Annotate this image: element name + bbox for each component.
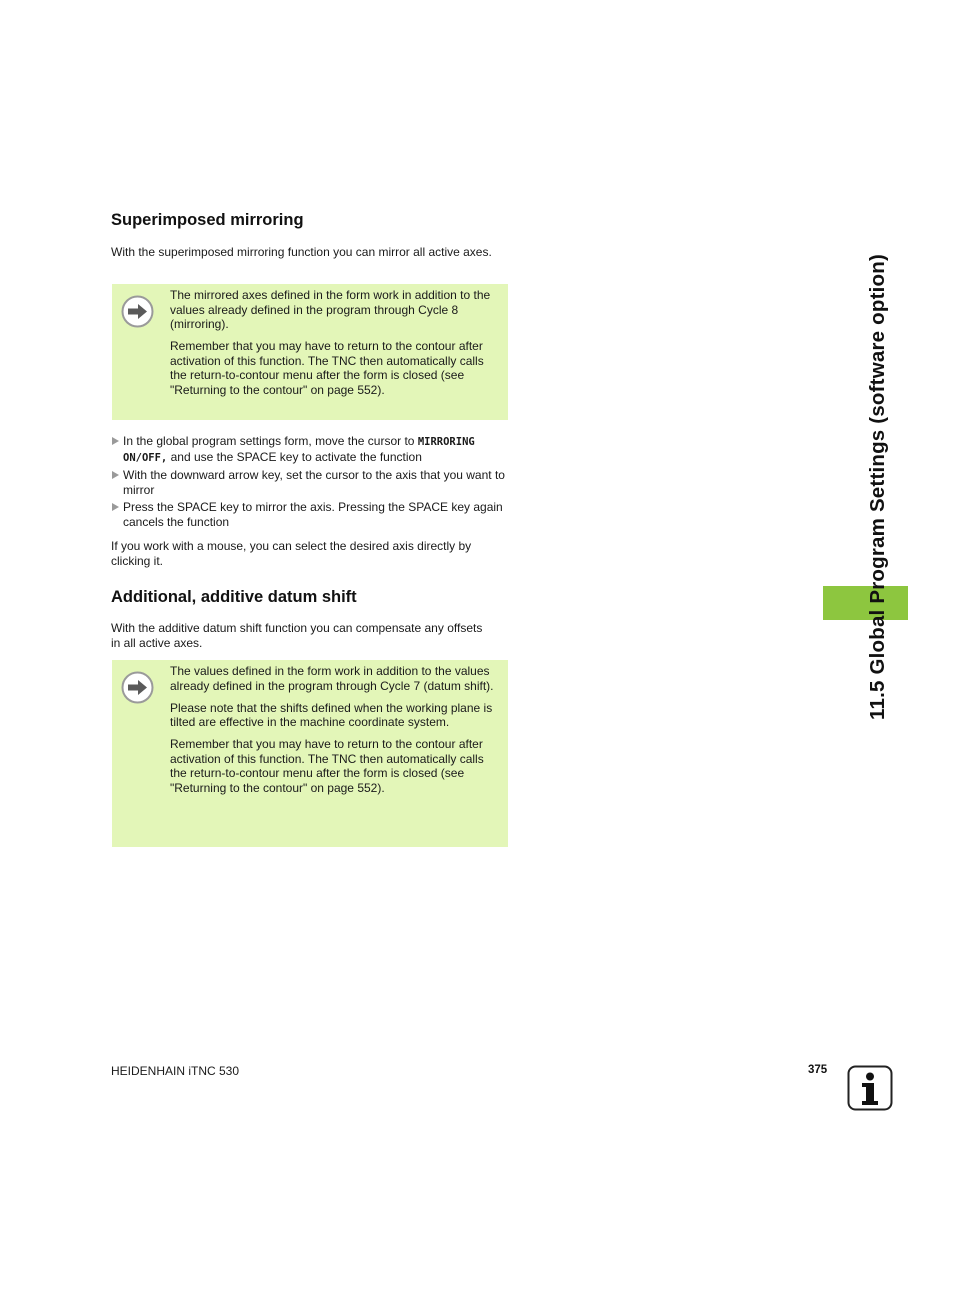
note-paragraph: Remember that you may have to return to the contour after activation of this function. The TNC then automatically calls the return-to-contour menu after the form is closed (see "Returning to the contour" on page 552). [170, 339, 484, 397]
step-text: In the global program settings form, move the cursor to [123, 434, 418, 448]
step-list [111, 434, 511, 532]
arrow-right-circle-icon [121, 295, 154, 328]
page-number: 375 [808, 1064, 828, 1076]
step-triangle-icon [112, 471, 119, 479]
step-text: and use the SPACE key to activate the function [167, 449, 422, 464]
step-item [111, 468, 511, 497]
step-item [111, 434, 511, 465]
info-icon [847, 1065, 893, 1111]
note-box-datum-shift [112, 660, 508, 847]
note-paragraph: The values defined in the form work in addition to the values already defined in the program through Cycle 7 (datum shift). [170, 664, 494, 693]
arrow-right-circle-icon [121, 671, 154, 704]
note-paragraph: The mirrored axes defined in the form work in addition to the values already defined in the program through Cycle 8 (mirroring). [170, 288, 491, 331]
section1-intro: With the superimposed mirroring function you can mirror all active axes. [111, 245, 492, 259]
note-paragraph: Remember that you may have to return to the contour after activation of this function. The TNC then automatically calls the return-to-contour menu after the form is closed (see "Returning to the contour" on page 552). [170, 737, 484, 795]
softkey-code: MIRRORING ON/OFF, [123, 436, 475, 464]
step-item [111, 500, 511, 529]
section1-outro: If you work with a mouse, you can select the desired axis directly by clicking it. [111, 539, 472, 568]
chapter-side-title: 11.5 Global Program Settings (software option) [866, 254, 889, 720]
step-text: With the downward arrow key, set the cursor to the axis that you want to mirror [123, 468, 505, 497]
section-heading-additive-datum-shift: Additional, additive datum shift [111, 588, 357, 606]
note-box-mirroring [112, 284, 508, 420]
step-triangle-icon [112, 503, 119, 511]
note-paragraph: Please note that the shifts defined when the working plane is tilted are effective in the machine coordinate system. [170, 700, 493, 729]
step-text: Press the SPACE key to mirror the axis. Pressing the SPACE key again cancels the function [123, 500, 503, 529]
section-heading-superimposed-mirroring: Superimposed mirroring [111, 211, 304, 229]
section2-intro: With the additive datum shift function you can compensate any offsets in all active axes. [111, 621, 483, 650]
footer-manual-name: HEIDENHAIN iTNC 530 [111, 1064, 240, 1078]
step-triangle-icon [112, 437, 119, 445]
